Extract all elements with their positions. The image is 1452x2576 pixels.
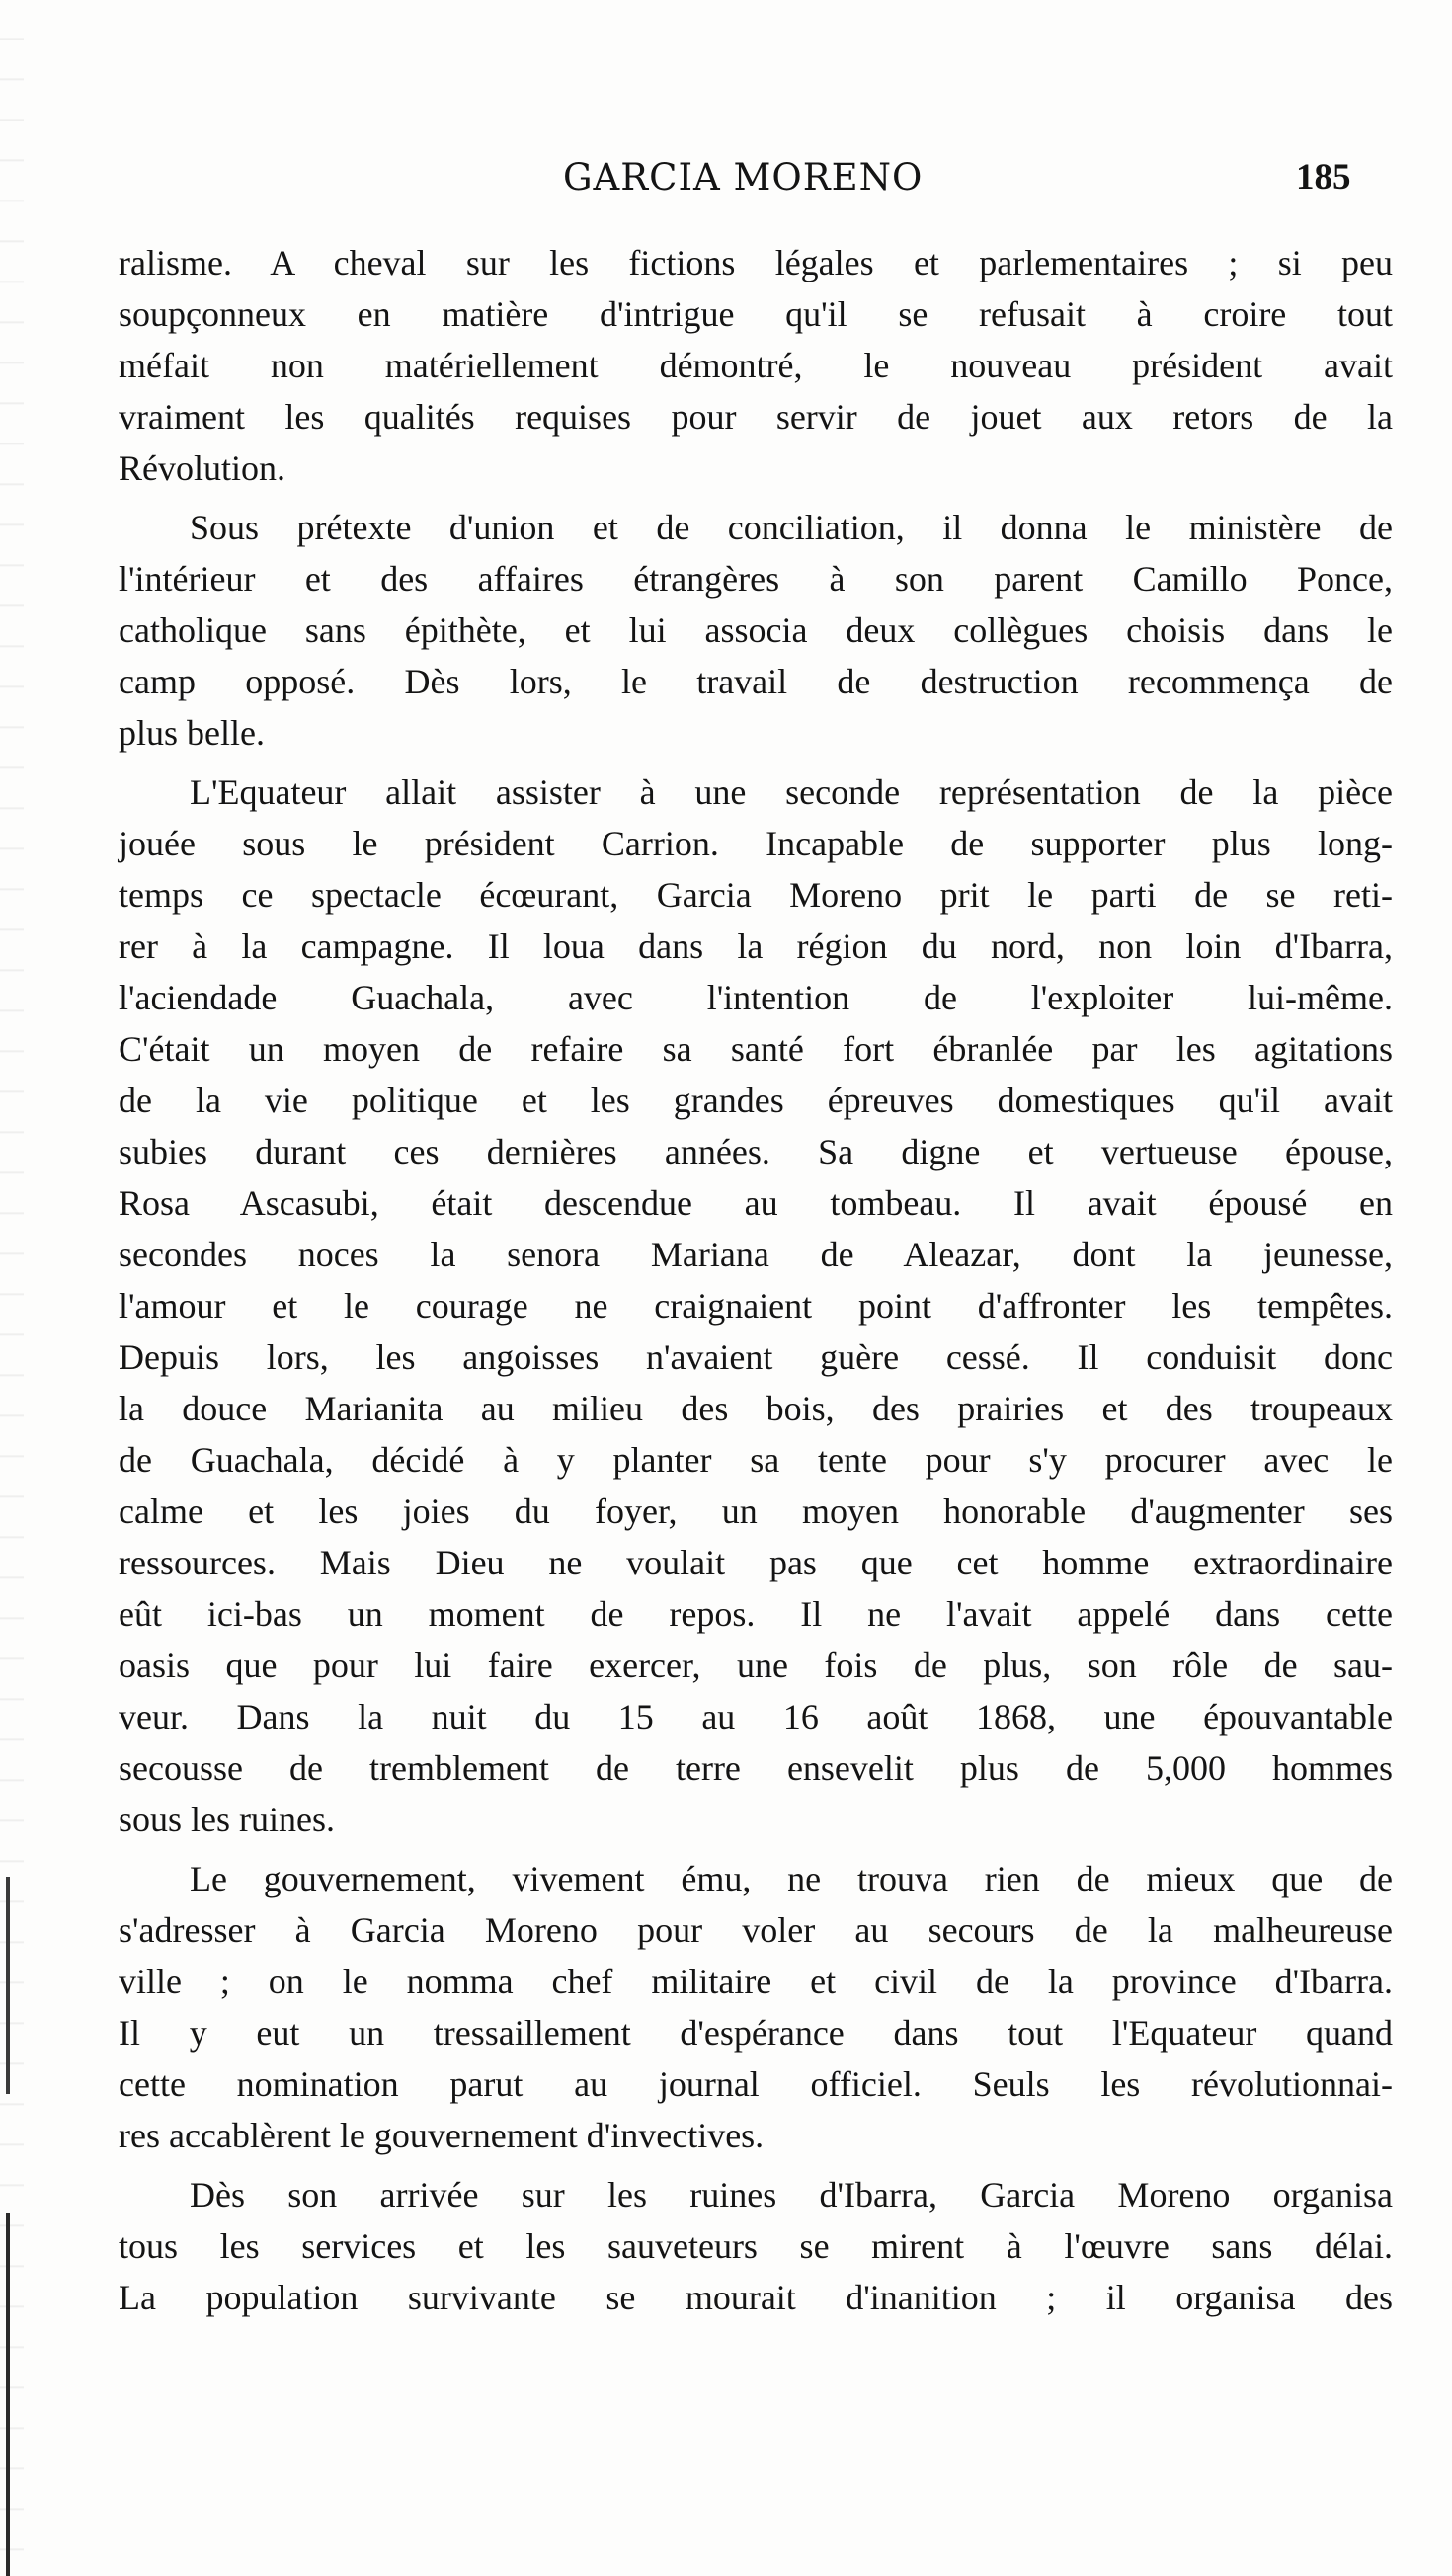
scan-edge-mark xyxy=(6,2213,10,2576)
paragraph xyxy=(119,237,1393,494)
text-line: l'intérieur et des affaires étrangères à son parent Camillo Ponce, xyxy=(119,559,1393,599)
text-line: ville ; on le nomma chef militaire et civil de la province d'Ibarra. xyxy=(119,1962,1393,2001)
text-line: C'était un moyen de refaire sa santé fort ébranlée par les agitations xyxy=(119,1029,1393,1069)
text-line: Il y eut un tressaillement d'espérance dans tout l'Equateur quand xyxy=(119,2013,1393,2053)
body-text xyxy=(119,237,1393,2331)
text-line: Révolution. xyxy=(119,448,285,488)
text-line: jouée sous le président Carrion. Incapable de supporter plus long- xyxy=(119,824,1393,863)
text-line: méfait non matériellement démontré, le nouveau président avait xyxy=(119,346,1393,385)
text-line: Dès son arrivée sur les ruines d'Ibarra, Garcia Moreno organisa xyxy=(190,2175,1393,2214)
text-line: Le gouvernement, vivement ému, ne trouva rien de mieux que de xyxy=(190,1859,1393,1898)
text-line: sous les ruines. xyxy=(119,1800,335,1839)
text-line: eût ici-bas un moment de repos. Il ne l'avait appelé dans cette xyxy=(119,1594,1393,1634)
paragraph xyxy=(119,1853,1393,2161)
text-line: secousse de tremblement de terre ensevelit plus de 5,000 hommes xyxy=(119,1748,1393,1788)
text-line: vraiment les qualités requises pour servir de jouet aux retors de la xyxy=(119,397,1393,437)
text-line: Sous prétexte d'union et de conciliation, il donna le ministère de xyxy=(190,508,1393,547)
scan-edge-shadow xyxy=(0,0,24,2576)
text-line: camp opposé. Dès lors, le travail de destruction recommença de xyxy=(119,662,1393,701)
text-line: La population survivante se mourait d'inanition ; il organisa des xyxy=(119,2278,1393,2317)
text-line: L'Equateur allait assister à une seconde représentation de la pièce xyxy=(190,772,1393,812)
text-line: secondes noces la senora Mariana de Aleazar, dont la jeunesse, xyxy=(119,1235,1393,1274)
paragraph xyxy=(119,766,1393,1845)
text-line: la douce Marianita au milieu des bois, des prairies et des troupeaux xyxy=(119,1389,1393,1428)
text-line: Rosa Ascasubi, était descendue au tombeau. Il avait épousé en xyxy=(119,1183,1393,1223)
text-line: res accablèrent le gouvernement d'invectives. xyxy=(119,2116,765,2155)
text-line: rer à la campagne. Il loua dans la région du nord, non loin d'Ibarra, xyxy=(119,926,1393,966)
text-line: l'amour et le courage ne craignaient point d'affronter les tempêtes. xyxy=(119,1286,1393,1326)
text-line: calme et les joies du foyer, un moyen honorable d'augmenter ses xyxy=(119,1491,1393,1531)
text-line: ressources. Mais Dieu ne voulait pas que cet homme extraordinaire xyxy=(119,1543,1393,1582)
text-line: de la vie politique et les grandes épreuves domestiques qu'il avait xyxy=(119,1081,1393,1120)
text-line: Depuis lors, les angoisses n'avaient guère cessé. Il conduisit donc xyxy=(119,1337,1393,1377)
text-line: oasis que pour lui faire exercer, une fois de plus, son rôle de sau- xyxy=(119,1646,1393,1685)
running-header: GARCIA MORENO xyxy=(563,156,924,199)
page-number: 185 xyxy=(1296,157,1351,198)
text-line: temps ce spectacle écœurant, Garcia Moreno prit le parti de se reti- xyxy=(119,875,1393,915)
paragraph xyxy=(119,502,1393,759)
text-line: tous les services et les sauveteurs se mirent à l'œuvre sans délai. xyxy=(119,2226,1393,2266)
text-line: catholique sans épithète, et lui associa deux collègues choisis dans le xyxy=(119,610,1393,650)
text-line: cette nomination parut au journal officiel. Seuls les révolutionnai- xyxy=(119,2064,1393,2104)
text-line: ralisme. A cheval sur les fictions légales et parlementaires ; si peu xyxy=(119,243,1393,282)
text-line: de Guachala, décidé à y planter sa tente pour s'y procurer avec le xyxy=(119,1440,1393,1480)
text-line: plus belle. xyxy=(119,713,265,753)
text-line: s'adresser à Garcia Moreno pour voler au secours de la malheureuse xyxy=(119,1910,1393,1950)
text-line: l'aciendade Guachala, avec l'intention de l'exploiter lui-même. xyxy=(119,978,1393,1017)
paragraph xyxy=(119,2169,1393,2323)
text-line: veur. Dans la nuit du 15 au 16 août 1868, une épouvantable xyxy=(119,1697,1393,1736)
text-line: soupçonneux en matière d'intrigue qu'il se refusait à croire tout xyxy=(119,294,1393,334)
text-line: subies durant ces dernières années. Sa digne et vertueuse épouse, xyxy=(119,1132,1393,1171)
scan-edge-mark xyxy=(6,1877,10,2094)
